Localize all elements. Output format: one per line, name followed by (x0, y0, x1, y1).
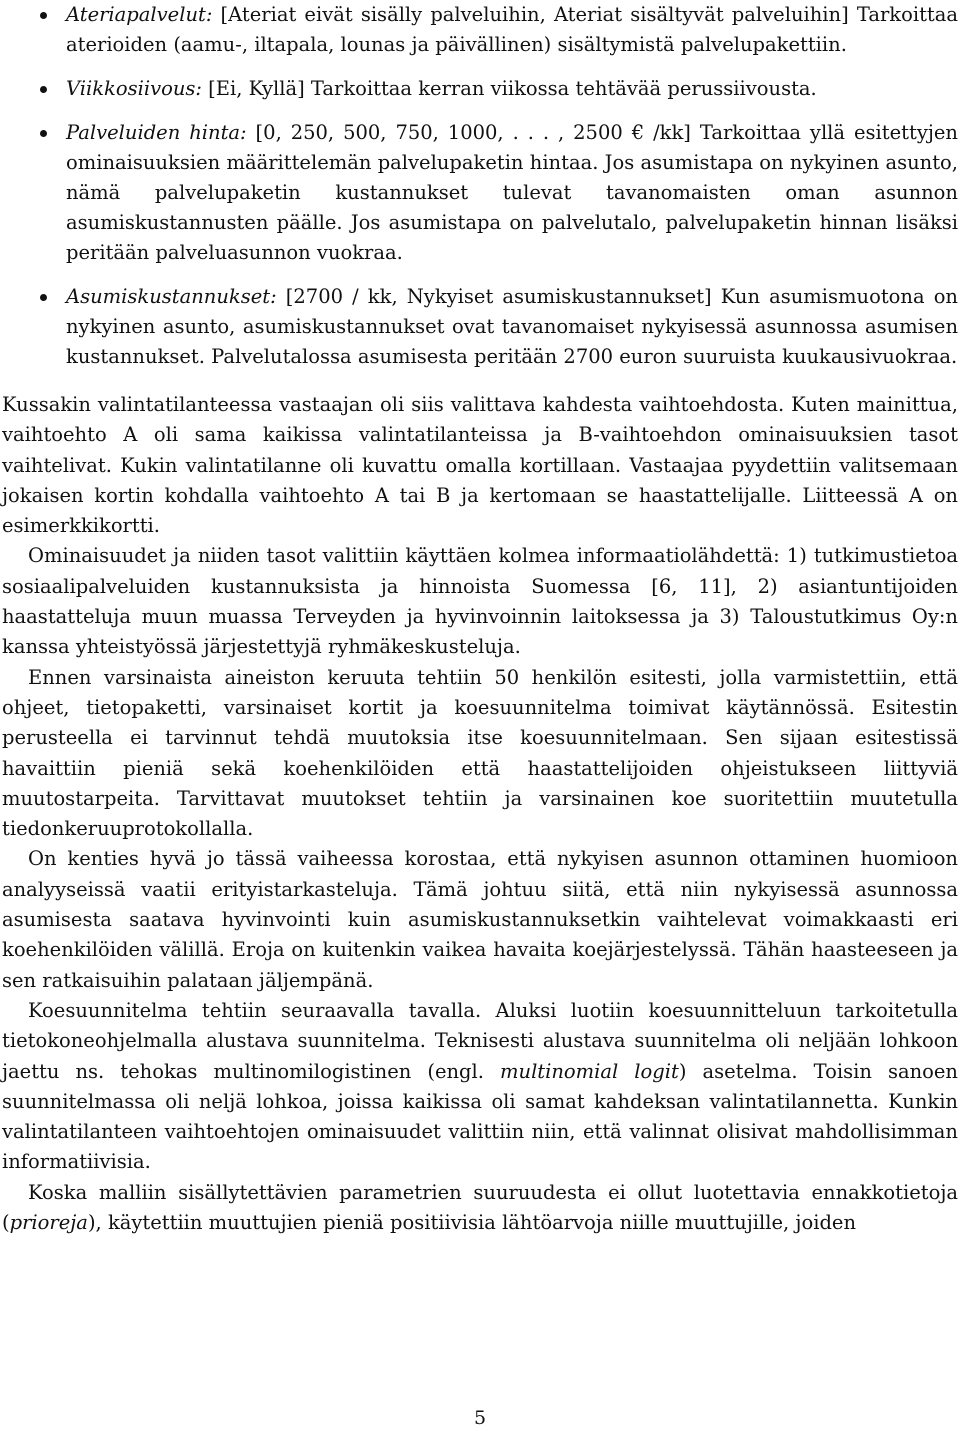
attribute-description: [Ateriat eivät sisälly palveluihin, Ateriat sisältyvät palveluihin] Tarkoittaa aterioiden (aamu-, iltapala, lounas ja päivällinen) sisältymistä palvelupakettiin. (66, 3, 958, 56)
page-number: 5 (473, 1407, 487, 1429)
attribute-term: Viikkosiivous: (66, 77, 202, 100)
list-item (2, 118, 958, 268)
paragraph-pretest: Ennen varsinaista aineiston keruuta tehtiin 50 henkilön esitesti, jolla varmistettiin, että ohjeet, tietopaketti, varsinaiset kortit ja koesuunnitelma toimivat käytännössä. Esitestin perusteella ei tarvinnut tehdä muutoksia itse koesuunnitelmaan. Sen sijaan esitestissä havaittiin pieniä sekä koehenkilöiden että haastattelijoiden ohjeistukseen liittyviä muutostarpeita. Tarvittavat muutokset tehtiin ja varsinainen koe suoritettiin muutetulla tiedonkeruuprotokollalla. (2, 665, 958, 841)
paragraph-text: ), käytettiin muuttujien pieniä positiivisia lähtöarvoja niille muuttujille, joiden (87, 1211, 857, 1235)
paragraph-text: Koesuunnitelma tehtiin seuraavalla tavalla. Aluksi luotiin koesuunnitteluun tarkoitetulla tietokoneohjelmalla alustava suunnitelma. Teknisesti alustava suunnitelma oli neljään lohkoon jaettu ns. tehokas multinomilogistinen (engl. (2, 998, 958, 1083)
attribute-description: [0, 250, 500, 750, 1000, . . . , 2500 € /kk] Tarkoittaa yllä esitettyjen ominaisuuksien määrittelemän palvelupaketin hintaa. Jos asumistapa on nykyinen asunto, nämä palvelupaketin kustannukset tulevat tavanomaisten oman asunnon asumiskustannusten päälle. Jos asumistapa on palvelutalo, palvelupaketin hinnan lisäksi peritään palveluasunnon vuokraa. (66, 121, 958, 264)
paragraph-text: ) asetelma. Toisin sanoen suunnitelmassa oli neljä lohkoa, joissa kaikissa oli samat kahdeksan valintatilannetta. Kunkin valintatilanteen vaihtoehtojen ominaisuudet valittiin niin, että valinnat olisivat mahdollisimman informatiivisia. (2, 1059, 958, 1174)
paragraph-choice-situations: Kussakin valintatilanteessa vastaajan oli siis valittava kahdesta vaihtoehdosta. Kuten mainittua, vaihtoehto A oli sama kaikissa valintatilanteissa ja B-vaihtoehdon ominaisuuksien tasot vaihtelivat. Kukin valintatilanne oli kuvattu omalla kortillaan. Vastaajaa pyydettiin valitsemaan jokaisen kortin kohdalla vaihtoehto A tai B ja kertomaan se haastattelijalle. Liitteessä A on esimerkkikortti. (2, 393, 958, 538)
paragraph-experimental-design (2, 996, 958, 1178)
document-page (2, 0, 958, 1238)
bullet-icon (40, 130, 47, 137)
bullet-icon (40, 86, 47, 93)
bullet-icon (40, 12, 47, 19)
list-item (2, 74, 958, 104)
attribute-term: Asumiskustannukset: (66, 285, 277, 308)
bullet-icon (40, 294, 47, 301)
attribute-term: Palveluiden hinta: (66, 121, 247, 144)
emphasized-term: multinomial logit (500, 1059, 679, 1083)
paragraph-current-dwelling: On kenties hyvä jo tässä vaiheessa korostaa, että nykyisen asunnon ottaminen huomioon analyyseissä vaatii erityistarkasteluja. Tämä johtuu siitä, että niin nykyisessä asunnossa asumisesta saatava hyvinvointi kuin asumiskustannuksetkin vaihtelevat voimakkaasti eri koehenkilöiden välillä. Eroja on kuitenkin vaikea havaita koejärjestelyssä. Tähän haasteeseen ja sen ratkaisuihin palataan jäljempänä. (2, 847, 958, 992)
emphasized-term: prioreja (9, 1211, 88, 1235)
attribute-description: [2700 / kk, Nykyiset asumiskustannukset] Kun asumismuotona on nykyinen asunto, asumiskustannukset ovat tavanomaiset nykyisessä asunnossa asumisen kustannukset. Palvelutalossa asumisesta peritään 2700 euron suuruista kuukausivuokraa. (66, 285, 958, 368)
paragraph-priors (2, 1178, 958, 1239)
paragraph-information-sources: Ominaisuudet ja niiden tasot valittiin käyttäen kolmea informaatiolähdettä: 1) tutkimustietoa sosiaalipalveluiden kustannuksista ja hinnoista Suomessa [6, 11], 2) asiantuntijoiden haastatteluja muun muassa Terveyden ja hyvinvoinnin laitoksessa ja 3) Taloustutkimus Oy:n kanssa yhteistyössä järjestettyjä ryhmäkeskusteluja. (2, 544, 958, 659)
list-item (2, 0, 958, 60)
paragraph-text: Koska malliin sisällytettävien parametrien suuruudesta ei ollut luotettavia ennakkotietoja ( (2, 1180, 958, 1235)
attribute-description: [Ei, Kyllä] Tarkoittaa kerran viikossa tehtävää perussiivousta. (201, 77, 817, 100)
attribute-term: Ateriapalvelut: (66, 3, 213, 26)
attribute-list (2, 0, 958, 372)
list-item (2, 282, 958, 372)
